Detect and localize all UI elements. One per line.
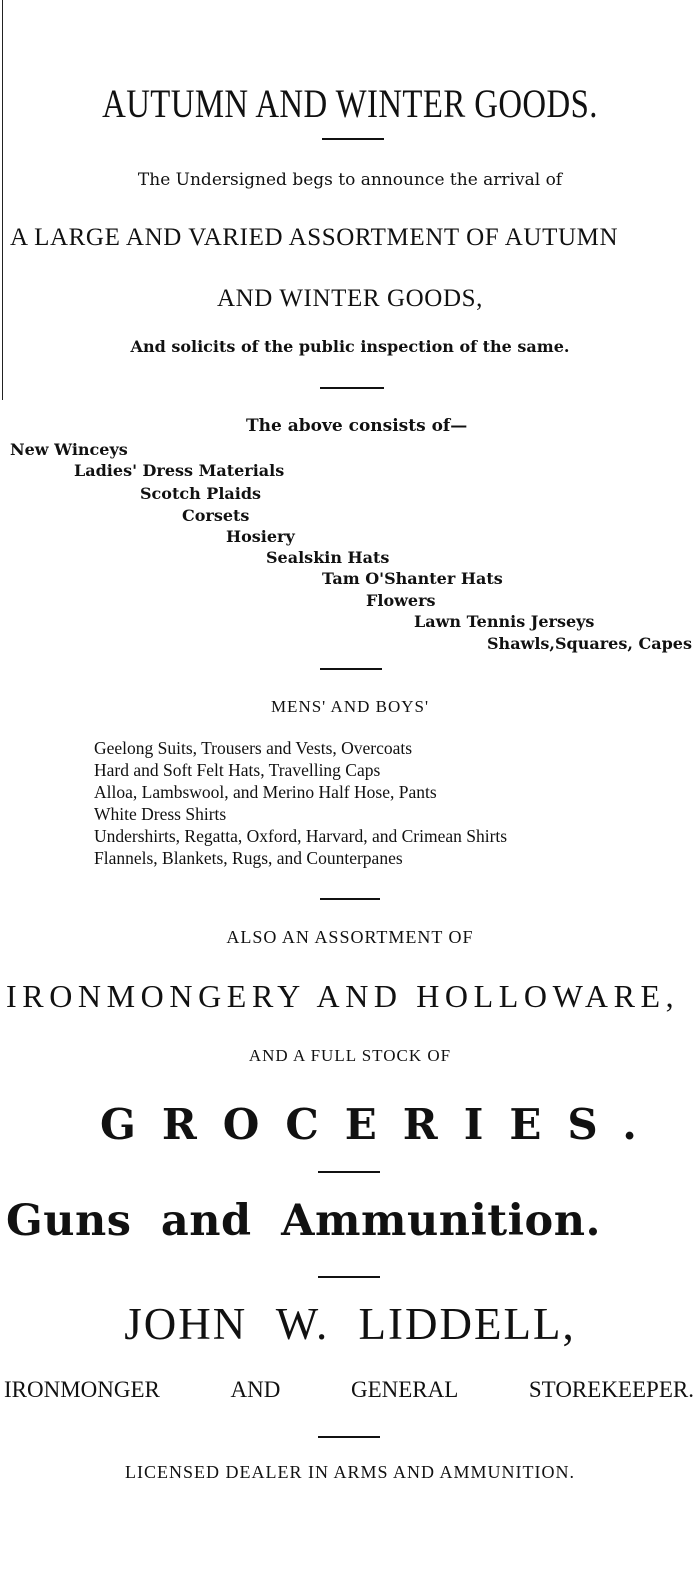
guns-ammunition-heading: Guns and Ammunition.: [6, 1196, 601, 1246]
list-item: Undershirts, Regatta, Oxford, Harvard, and Crimean Shirts: [94, 826, 508, 846]
goods-item: New Winceys: [10, 440, 128, 459]
goods-item: Scotch Plaids: [140, 484, 262, 503]
also-assortment-text: ALSO AN ASSORTMENT OF: [226, 927, 474, 947]
full-stock-text: AND A FULL STOCK OF: [248, 1046, 452, 1065]
divider-rule: [320, 387, 384, 389]
trade-line: [4, 1377, 694, 1403]
divider-rule: [320, 898, 380, 900]
divider-rule: [318, 1436, 380, 1438]
divider-rule: [322, 138, 384, 140]
divider-rule: [320, 668, 382, 670]
goods-item: Lawn Tennis Jerseys: [414, 612, 595, 631]
trade-word: IRONMONGER: [4, 1377, 160, 1402]
goods-item: Flowers: [366, 591, 436, 610]
headline-line-2: AND WINTER GOODS,: [217, 285, 483, 312]
trade-word: GENERAL: [350, 1377, 459, 1402]
list-item: Alloa, Lambswool, and Merino Half Hose, Pants: [94, 782, 437, 802]
divider-rule: [318, 1171, 380, 1173]
solicit-text: And solicits of the public inspection of the same.: [130, 337, 570, 356]
consists-heading: The above consists of—: [246, 416, 468, 436]
goods-item: Corsets: [182, 506, 250, 525]
ironmongery-heading: IRONMONGERY AND HOLLOWARE,: [6, 978, 680, 1014]
groceries-heading: GROCERIES.: [100, 1100, 663, 1149]
divider-rule: [318, 1276, 380, 1278]
goods-item: Ladies' Dress Materials: [74, 461, 285, 480]
intro-text: The Undersigned begs to announce the arrival of: [137, 170, 563, 190]
mens-boys-list: [94, 737, 507, 869]
list-item: White Dress Shirts: [94, 804, 227, 824]
ad-title: AUTUMN AND WINTER GOODS.: [102, 81, 598, 126]
goods-item: Hosiery: [226, 527, 295, 546]
list-item: Flannels, Blankets, Rugs, and Counterpanes: [94, 848, 403, 868]
trade-word: STOREKEEPER.: [528, 1377, 694, 1402]
licensed-dealer-text: LICENSED DEALER IN ARMS AND AMMUNITION.: [124, 1462, 575, 1482]
goods-item: Shawls,Squares, Capes: [487, 634, 692, 653]
list-item: Hard and Soft Felt Hats, Travelling Caps: [94, 760, 381, 780]
mens-boys-heading: MENS' AND BOYS': [270, 697, 430, 716]
headline-line-1: A LARGE AND VARIED ASSORTMENT OF AUTUMN: [10, 224, 619, 251]
list-item: Geelong Suits, Trousers and Vests, Overcoats: [94, 738, 413, 758]
trade-word: AND: [230, 1377, 281, 1402]
proprietor-name: JOHN W. LIDDELL,: [124, 1299, 576, 1349]
goods-item: Sealskin Hats: [266, 548, 390, 567]
goods-item: Tam O'Shanter Hats: [322, 569, 503, 588]
